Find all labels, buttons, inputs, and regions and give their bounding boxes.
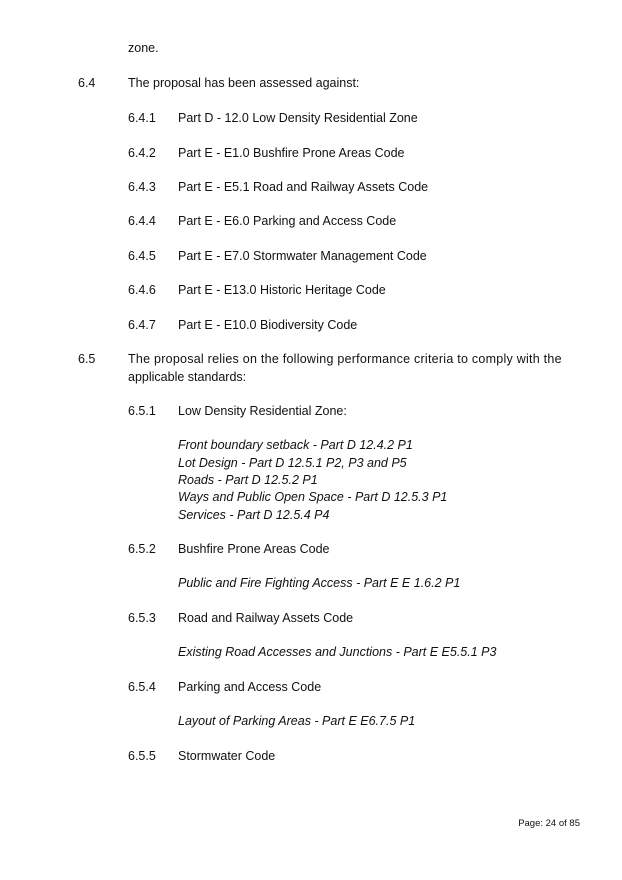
section-number: 6.5: [78, 352, 96, 366]
list-item-number: 6.4.2: [128, 146, 156, 160]
list-item-number: 6.4.1: [128, 111, 156, 125]
list-item-number: 6.4.7: [128, 318, 156, 332]
list-item-text: Part E - E13.0 Historic Heritage Code: [178, 283, 386, 297]
criteria-line: Layout of Parking Areas - Part E E6.7.5 P1: [178, 714, 416, 728]
list-item-text: Road and Railway Assets Code: [178, 611, 354, 625]
list-item-number: 6.4.3: [128, 180, 156, 194]
criteria-line: Ways and Public Open Space - Part D 12.5.3 P1: [178, 490, 448, 504]
criteria-line: Existing Road Accesses and Junctions - Part E E5.5.1 P3: [178, 645, 497, 659]
section-intro: The proposal has been assessed against:: [128, 76, 360, 90]
list-item-number: 6.4.4: [128, 214, 156, 228]
list-item-text: Bushfire Prone Areas Code: [178, 542, 330, 556]
list-item-text: Part D - 12.0 Low Density Residential Zone: [178, 111, 418, 125]
criteria-line: Lot Design - Part D 12.5.1 P2, P3 and P5: [178, 456, 407, 470]
list-item-number: 6.5.3: [128, 611, 156, 625]
list-item-number: 6.4.5: [128, 249, 156, 263]
section-intro: The proposal relies on the following performance criteria to comply with the: [128, 352, 562, 366]
list-item-number: 6.4.6: [128, 283, 156, 297]
section-intro: applicable standards:: [128, 370, 247, 384]
criteria-line: Front boundary setback - Part D 12.4.2 P1: [178, 438, 413, 452]
page-number: Page: 24 of 85: [518, 818, 580, 829]
list-item-number: 6.5.5: [128, 749, 156, 763]
criteria-line: Roads - Part D 12.5.2 P1: [178, 473, 318, 487]
list-item-text: Part E - E6.0 Parking and Access Code: [178, 214, 397, 228]
list-item-number: 6.5.1: [128, 404, 156, 418]
list-item-text: Low Density Residential Zone:: [178, 404, 347, 418]
list-item-text: Part E - E7.0 Stormwater Management Code: [178, 249, 427, 263]
list-item-text: Parking and Access Code: [178, 680, 322, 694]
list-item-number: 6.5.2: [128, 542, 156, 556]
criteria-line: Services - Part D 12.5.4 P4: [178, 508, 330, 522]
continuation-text: zone.: [128, 41, 159, 55]
list-item-text: Part E - E1.0 Bushfire Prone Areas Code: [178, 146, 405, 160]
list-item-text: Part E - E5.1 Road and Railway Assets Code: [178, 180, 429, 194]
list-item-text: Stormwater Code: [178, 749, 276, 763]
list-item-number: 6.5.4: [128, 680, 156, 694]
section-number: 6.4: [78, 76, 96, 90]
list-item-text: Part E - E10.0 Biodiversity Code: [178, 318, 358, 332]
criteria-line: Public and Fire Fighting Access - Part E E 1.6.2 P1: [178, 576, 461, 590]
